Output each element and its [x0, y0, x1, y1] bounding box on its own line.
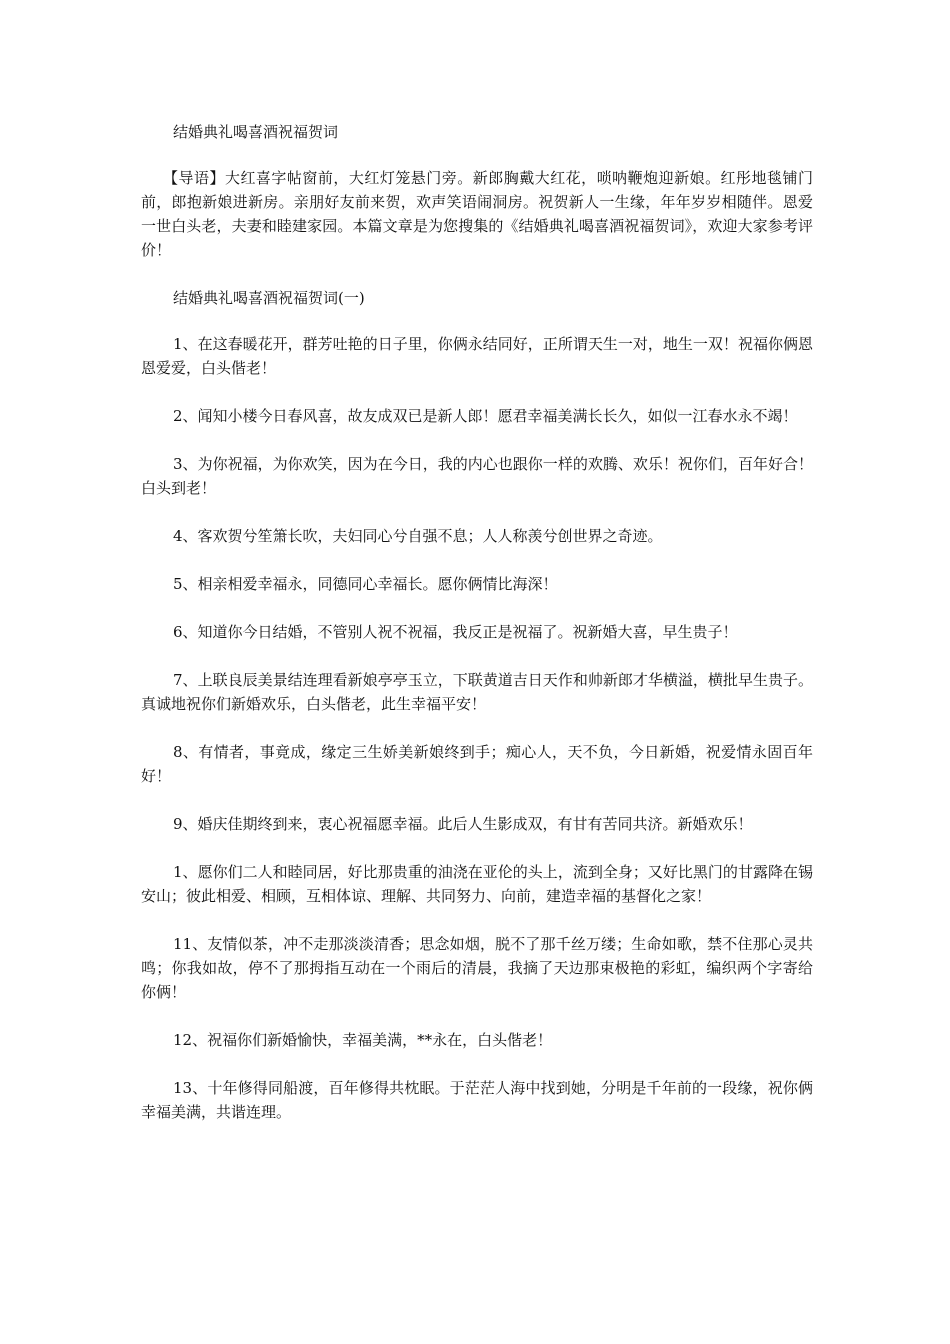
blessing-item: 13、十年修得同船渡，百年修得共枕眠。于茫茫人海中找到她，分明是千年前的一段缘，祝你俩幸福美满，共谐连理。 [141, 1079, 813, 1121]
blessing-item: 2、闻知小楼今日春风喜，故友成双已是新人郎！愿君幸福美满长长久，如似一江春水永不竭！ [173, 407, 798, 425]
intro-paragraph: 【导语】大红喜字帖窗前，大红灯笼悬门旁。新郎胸戴大红花，唢呐鞭炮迎新娘。红彤地毯铺门前，郎抱新娘进新房。亲朋好友前来贺，欢声笑语闹洞房。祝贺新人一生缘，年年岁岁相随伴。恩爱一世白头老，夫妻和睦建家园。本篇文章是为您搜集的《结婚典礼喝喜酒祝福贺词》，欢迎大家参考评价！ [141, 169, 813, 259]
blessing-item: 9、婚庆佳期终到来，衷心祝福愿幸福。此后人生影成双，有甘有苦同共济。新婚欢乐！ [173, 815, 753, 833]
blessing-item: 4、客欢贺兮笙箫长吹，夫妇同心兮自强不息；人人称羡兮创世界之奇迹。 [173, 527, 663, 545]
document-page [141, 120, 813, 1148]
blessing-item: 1、愿你们二人和睦同居，好比那贵重的油浇在亚伦的头上，流到全身；又好比黑门的甘露降在锡安山；彼此相爱、相顾，互相体谅、理解、共同努力、向前，建造幸福的基督化之家！ [141, 863, 813, 905]
blessing-item: 8、有情者，事竟成，缘定三生娇美新娘终到手；痴心人，天不负，今日新婚，祝爱情永固百年好！ [141, 743, 813, 785]
blessing-item: 5、相亲相爱幸福永，同德同心幸福长。愿你俩情比海深！ [173, 575, 558, 593]
section-title: 结婚典礼喝喜酒祝福贺词(一) [173, 289, 365, 307]
blessing-item: 11、友情似茶，冲不走那淡淡清香；思念如烟，脱不了那千丝万缕；生命如歌，禁不住那心灵共鸣；你我如故，停不了那拇指互动在一个雨后的清晨，我摘了天边那束极艳的彩虹，编织两个字寄给你俩！ [141, 935, 813, 1001]
blessing-item: 6、知道你今日结婚，不管别人祝不祝福，我反正是祝福了。祝新婚大喜，早生贵子！ [173, 623, 738, 641]
blessing-item: 3、为你祝福，为你欢笑，因为在今日，我的内心也跟你一样的欢腾、欢乐！祝你们，百年好合！白头到老！ [141, 455, 813, 497]
blessing-item: 12、祝福你们新婚愉快，幸福美满，**永在，白头偕老！ [173, 1031, 553, 1049]
document-title: 结婚典礼喝喜酒祝福贺词 [173, 123, 339, 141]
blessing-item: 7、上联良辰美景结连理看新娘亭亭玉立，下联黄道吉日天作和帅新郎才华横溢，横批早生贵子。真诚地祝你们新婚欢乐，白头偕老，此生幸福平安！ [141, 671, 813, 713]
blessing-item: 1、在这春暖花开，群芳吐艳的日子里，你俩永结同好，正所谓天生一对，地生一双！祝福你俩恩恩爱爱，白头偕老！ [141, 335, 813, 377]
